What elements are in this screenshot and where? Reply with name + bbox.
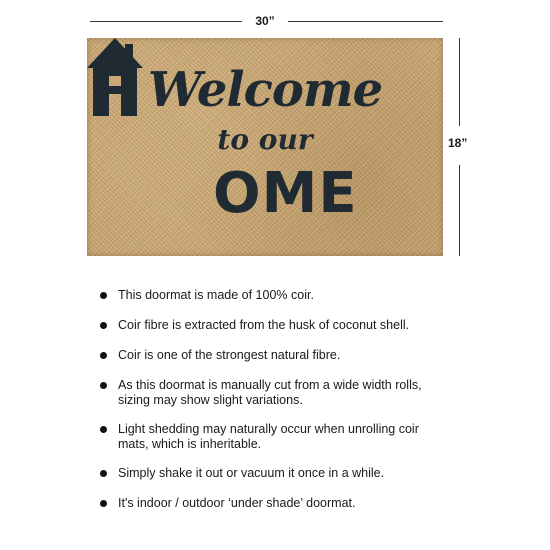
height-dimension-line-bottom (459, 165, 460, 256)
height-label: 18” (448, 136, 468, 150)
list-item-text: Simply shake it out or vacuum it once in a while. (118, 466, 385, 480)
mat-welcome-text: Welcome (147, 62, 383, 118)
list-item-text: It's indoor / outdoor ‘under shade’ doormat. (118, 496, 356, 510)
bullet-dot-icon (100, 382, 107, 389)
list-item-text: Light shedding may naturally occur when unrolling coir mats, which is inheritable. (118, 422, 419, 451)
bullet-dot-icon (100, 352, 107, 359)
list-item-text: Coir fibre is extracted from the husk of coconut shell. (118, 318, 410, 332)
bullet-dot-icon (100, 500, 107, 507)
bullet-dot-icon (100, 322, 107, 329)
list-item (100, 288, 520, 303)
bullet-dot-icon (100, 426, 107, 433)
list-item (100, 466, 520, 481)
doormat-image (87, 38, 443, 256)
mat-to-our-text: to our (217, 123, 313, 156)
list-item (100, 318, 520, 333)
list-item-text: This doormat is made of 100% coir. (118, 288, 314, 302)
height-dimension (448, 38, 492, 256)
list-item-text: Coir is one of the strongest natural fibre. (118, 348, 341, 362)
bullet-dot-icon (100, 292, 107, 299)
feature-list (100, 288, 520, 511)
list-item (100, 378, 436, 408)
list-item (100, 496, 520, 511)
width-dimension (90, 13, 443, 29)
list-item (100, 348, 520, 363)
height-dimension-line-top (459, 38, 460, 126)
house-icon (87, 38, 143, 116)
list-item (100, 422, 436, 452)
bullet-dot-icon (100, 470, 107, 477)
width-dimension-line-left (90, 21, 242, 22)
width-label: 30” (255, 14, 275, 28)
list-item-text: As this doormat is manually cut from a wide width rolls, sizing may show slight variations. (118, 378, 422, 407)
width-dimension-line-right (288, 21, 443, 22)
mat-home-text: OME (213, 161, 358, 226)
